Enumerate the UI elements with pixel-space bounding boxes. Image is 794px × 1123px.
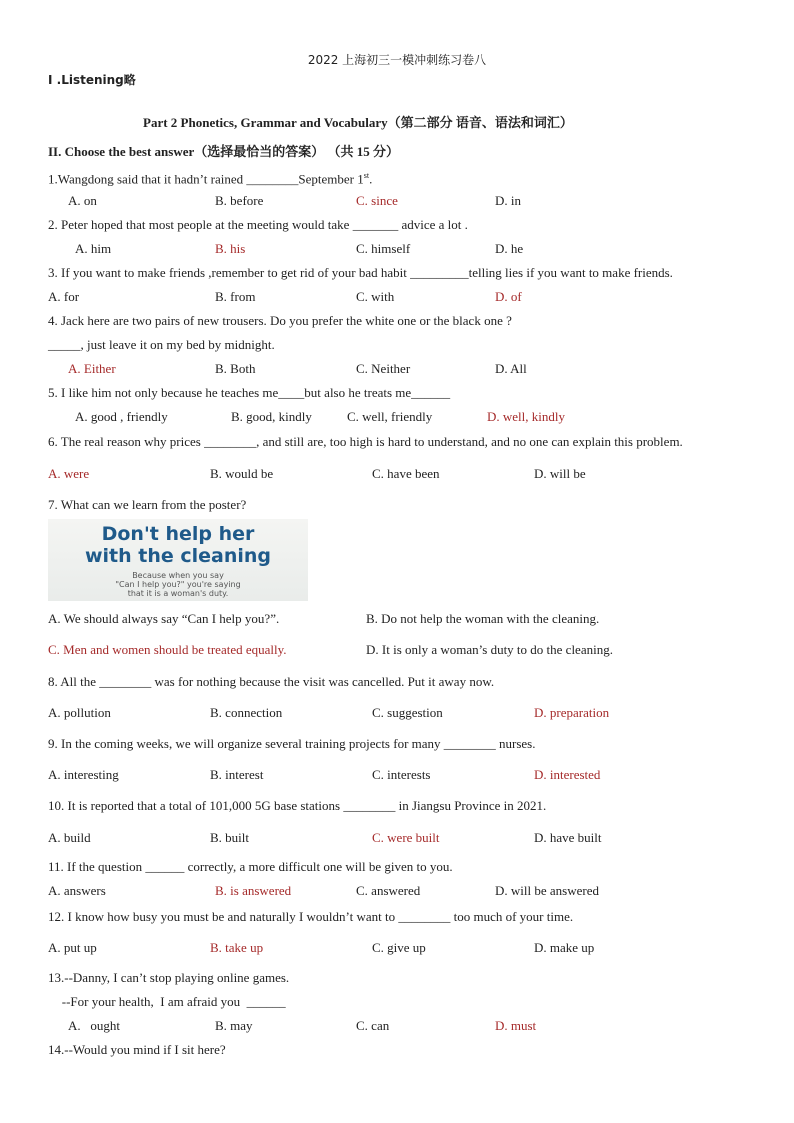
option-6a-answer: A. were: [48, 466, 90, 481]
option-11c: C. answered: [356, 883, 421, 898]
question-5: 5. I like him not only because he teaches me____but also he treats me______: [48, 385, 451, 400]
poster-small-3: that it is a woman's duty.: [127, 589, 229, 598]
question-4: 4. Jack here are two pairs of new trousers. Do you prefer the white one or the black one ?: [48, 313, 512, 328]
option-12d: D. make up: [534, 940, 595, 955]
option-2a: A. him: [75, 241, 112, 256]
option-6d: D. will be: [534, 466, 586, 481]
option-10a: A. build: [48, 830, 91, 845]
option-13d-answer: D. must: [495, 1018, 537, 1033]
page-title: 2022 上海初三一模冲刺练习卷八: [307, 53, 487, 67]
question-9: 9. In the coming weeks, we will organize several training projects for many ________ nurses.: [48, 736, 536, 751]
option-7b: B. Do not help the woman with the cleaning.: [366, 611, 600, 626]
question-10: 10. It is reported that a total of 101,000 5G base stations ________ in Jiangsu Province in 2021.: [48, 798, 547, 813]
option-9a: A. interesting: [48, 767, 119, 782]
section-listening: I .Listening略: [48, 73, 136, 87]
question-14: 14.--Would you mind if I sit here?: [48, 1042, 226, 1057]
option-9b: B. interest: [210, 767, 264, 782]
poster-image: [48, 519, 308, 601]
option-8c: C. suggestion: [372, 705, 443, 720]
option-8a: A. pollution: [48, 705, 111, 720]
option-3d-answer: D. of: [495, 289, 522, 304]
option-13a: A. ought: [68, 1018, 120, 1033]
option-12a: A. put up: [48, 940, 97, 955]
question-8: 8. All the ________ was for nothing because the visit was cancelled. Put it away now.: [48, 674, 495, 689]
question-6: 6. The real reason why prices ________, and still are, too high is hard to understand, and no one can explain this problem.: [48, 434, 683, 449]
question-13-reply: --For your health, I am afraid you ______: [52, 994, 286, 1009]
option-9c: C. interests: [372, 767, 431, 782]
option-2d: D. he: [495, 241, 524, 256]
option-8b: B. connection: [210, 705, 283, 720]
option-5d-answer: D. well, kindly: [487, 409, 565, 424]
option-1c-answer: C. since: [356, 193, 398, 208]
option-10c-answer: C. were built: [372, 830, 440, 845]
poster-line-1: Don't help her: [101, 523, 255, 545]
poster-line-2: with the cleaning: [84, 545, 272, 567]
option-11b-answer: B. is answered: [215, 883, 292, 898]
question-12: 12. I know how busy you must be and naturally I wouldn’t want to ________ too much of your time.: [48, 909, 574, 924]
option-5c: C. well, friendly: [347, 409, 433, 424]
option-4d: D. All: [495, 361, 527, 376]
option-7c-answer: C. Men and women should be treated equally.: [48, 642, 287, 657]
option-1b: B. before: [215, 193, 264, 208]
option-6c: C. have been: [372, 466, 440, 481]
question-11: 11. If the question ______ correctly, a more difficult one will be given to you.: [48, 859, 453, 874]
option-7d: D. It is only a woman’s duty to do the cleaning.: [366, 642, 613, 657]
option-1d: D. in: [495, 193, 521, 208]
option-11d: D. will be answered: [495, 883, 599, 898]
section-2-heading: II. Choose the best answer（选择最恰当的答案） （共 15 分）: [48, 144, 400, 159]
option-6b: B. would be: [210, 466, 274, 481]
option-11a: A. answers: [48, 883, 106, 898]
option-2b-answer: B. his: [215, 241, 246, 256]
option-12c: C. give up: [372, 940, 426, 955]
question-1: 1.Wangdong said that it hadn’t rained ________September 1st.: [48, 171, 373, 187]
question-3: 3. If you want to make friends ,remember to get rid of your bad habit _________telling lies if you want to make friends.: [48, 265, 673, 280]
option-5b: B. good, kindly: [231, 409, 312, 424]
option-9d-answer: D. interested: [534, 767, 601, 782]
question-7: 7. What can we learn from the poster?: [48, 497, 247, 512]
question-13: 13.--Danny, I can’t stop playing online games.: [48, 970, 290, 985]
option-2c: C. himself: [356, 241, 411, 256]
option-10d: D. have built: [534, 830, 602, 845]
option-10b: B. built: [210, 830, 250, 845]
option-3b: B. from: [215, 289, 256, 304]
option-13c: C. can: [356, 1018, 390, 1033]
option-8d-answer: D. preparation: [534, 705, 610, 720]
option-13b: B. may: [215, 1018, 253, 1033]
option-12b-answer: B. take up: [210, 940, 264, 955]
option-1a: A. on: [68, 193, 97, 208]
question-2: 2. Peter hoped that most people at the meeting would take _______ advice a lot .: [48, 217, 468, 232]
part-2-heading: Part 2 Phonetics, Grammar and Vocabulary（第二部分 语音、语法和词汇）: [143, 115, 573, 130]
option-4b: B. Both: [215, 361, 256, 376]
option-3a: A. for: [48, 289, 80, 304]
poster-small-1: Because when you say: [132, 571, 224, 580]
option-5a: A. good , friendly: [75, 409, 168, 424]
option-7a: A. We should always say “Can I help you?”.: [48, 611, 280, 626]
option-4c: C. Neither: [356, 361, 411, 376]
option-4a-answer: A. Either: [68, 361, 116, 376]
option-3c: C. with: [356, 289, 395, 304]
question-4-line-2: _____, just leave it on my bed by midnight.: [48, 337, 275, 352]
poster-small-2: "Can I help you?" you're saying: [115, 580, 241, 589]
